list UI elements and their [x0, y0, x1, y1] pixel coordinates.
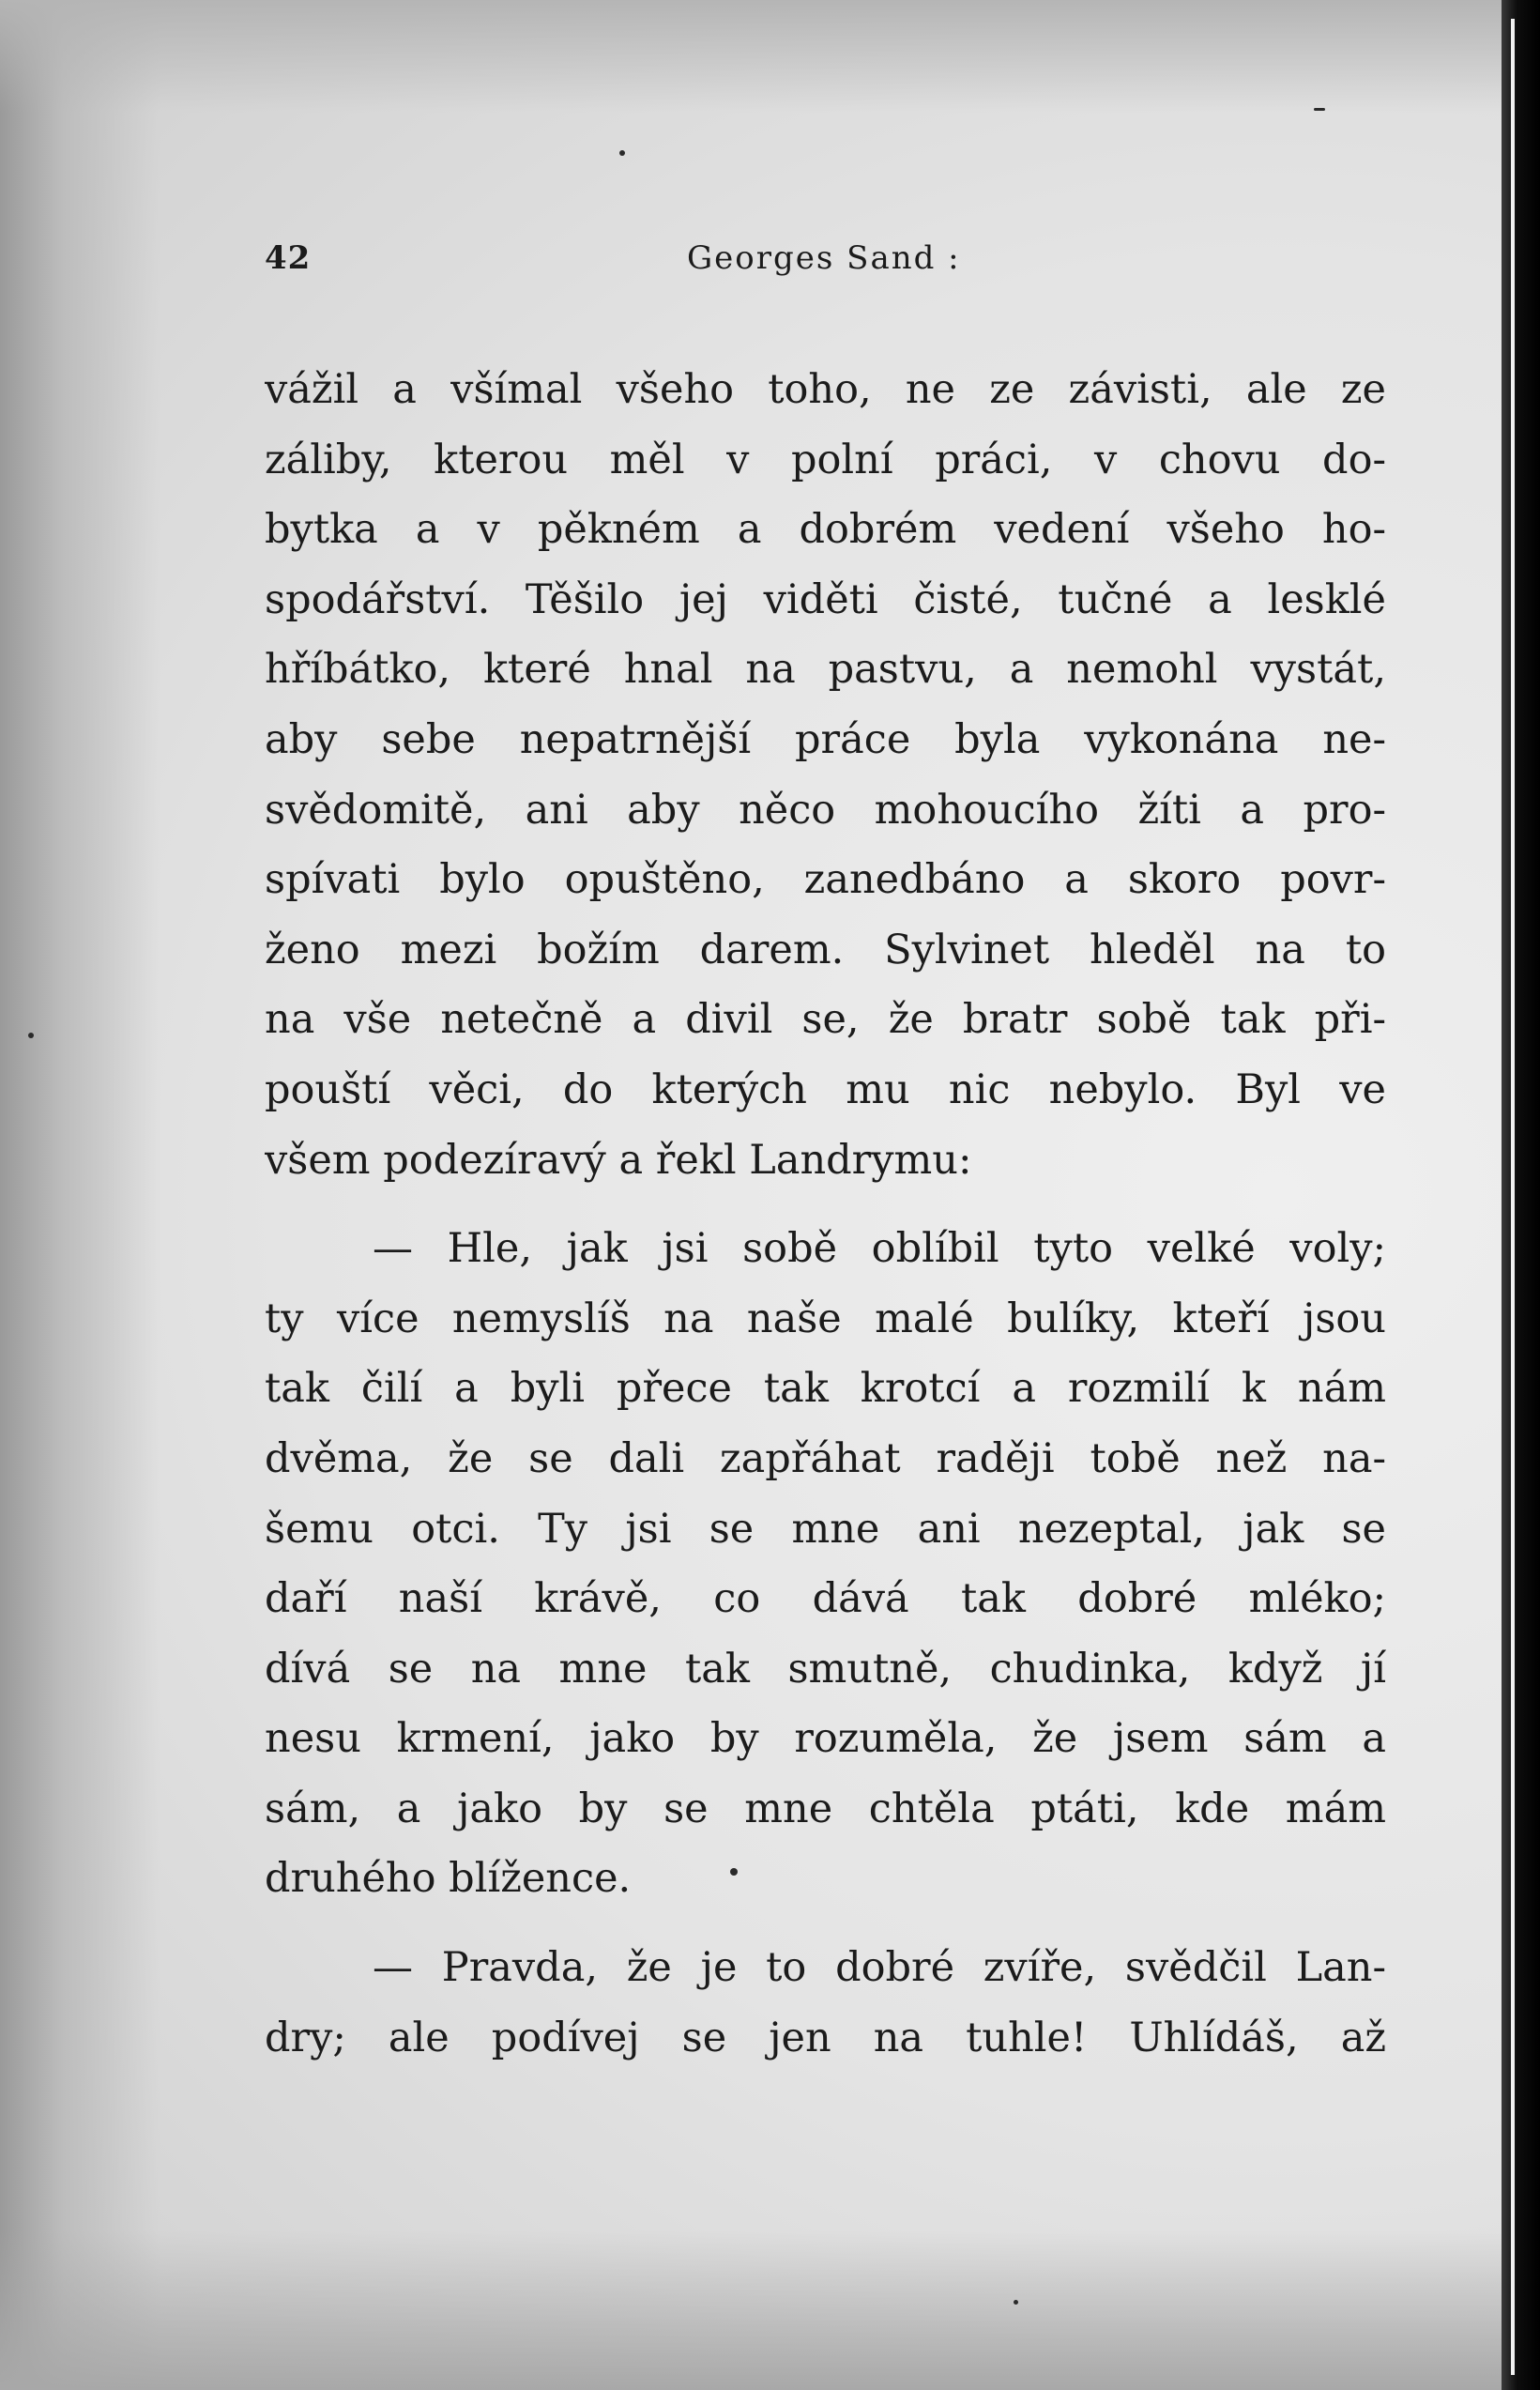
paragraph	[265, 1933, 1386, 2073]
running-head	[265, 239, 1410, 286]
text-line: — Pravda, že je to dobré zvíře, svědčil Lan-	[373, 1944, 1386, 1992]
page-number: 42	[265, 239, 312, 277]
text-line: dívá se na mne tak smutně, chudinka, když jí	[265, 1645, 1386, 1693]
text-line: na vše netečně a divil se, že bratr sobě tak při-	[265, 996, 1386, 1044]
page-edge	[1502, 0, 1540, 2390]
text-line: dry; ale podívej se jen na tuhle! Uhlídáš, až	[265, 2014, 1386, 2061]
text-line: druhého blížence.	[265, 1855, 632, 1903]
text-line: hříbátko, které hnal na pastvu, a nemohl vystát,	[265, 646, 1386, 694]
running-title: Georges Sand :	[687, 239, 961, 277]
text-line: vážil a všímal všeho toho, ne ze závisti, ale ze	[265, 366, 1386, 413]
text-line: daří naší krávě, co dává tak dobré mléko;	[265, 1575, 1386, 1623]
text-line: záliby, kterou měl v polní práci, v chovu do-	[265, 436, 1386, 483]
text-line: tak čilí a byli přece tak krotcí a rozmilí k nám	[265, 1365, 1386, 1413]
text-line: nesu krmení, jako by rozuměla, že jsem sám a	[265, 1715, 1386, 1763]
text-line: všem podezíravý a řekl Landrymu:	[265, 1136, 972, 1184]
text-line: — Hle, jak jsi sobě oblíbil tyto velké voly;	[373, 1225, 1386, 1273]
text-line: svědomitě, ani aby něco mohoucího žíti a pro-	[265, 786, 1386, 834]
paragraph	[265, 1214, 1386, 1914]
paragraph	[265, 355, 1386, 1195]
text-line: spodářství. Těšilo jej viděti čisté, tučné a lesklé	[265, 575, 1386, 623]
body-text	[265, 355, 1386, 2073]
text-line: šemu otci. Ty jsi se mne ani nezeptal, jak se	[265, 1505, 1386, 1553]
page-edge-line	[1511, 19, 1515, 2375]
text-line: dvěma, že se dali zapřáhat raději tobě než na-	[265, 1434, 1386, 1482]
text-line: spívati bylo opuštěno, zanedbáno a skoro povr-	[265, 856, 1386, 904]
text-line: bytka a v pěkném a dobrém vedení všeho ho-	[265, 506, 1386, 554]
text-line: pouští věci, do kterých mu nic nebylo. Byl ve	[265, 1065, 1386, 1113]
text-line: ty více nemyslíš na naše malé bulíky, kteří jsou	[265, 1295, 1386, 1342]
text-line: sám, a jako by se mne chtěla ptáti, kde mám	[265, 1785, 1386, 1832]
text-line: aby sebe nepatrnější práce byla vykonána ne-	[265, 715, 1386, 763]
text-line: ženo mezi božím darem. Sylvinet hleděl na to	[265, 926, 1386, 973]
